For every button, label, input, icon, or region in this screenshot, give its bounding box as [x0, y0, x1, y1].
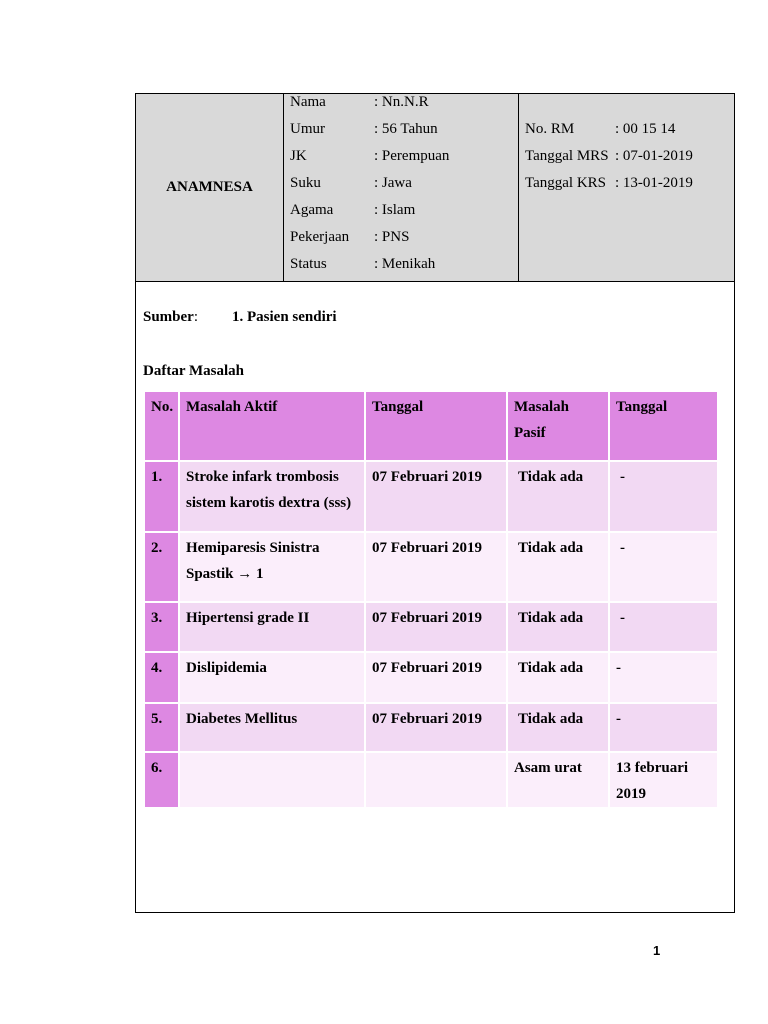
- source-label: Sumber: [143, 309, 194, 325]
- source-colon: :: [193, 309, 199, 325]
- passive-date-cell: -: [609, 652, 718, 703]
- row-number: 5.: [144, 703, 179, 752]
- passive-date-cell: -: [609, 461, 718, 532]
- patient-field-label: Status: [290, 256, 327, 272]
- anamnesa-frame: [135, 93, 735, 913]
- row-number: 2.: [144, 532, 179, 602]
- patient-field-label: Suku: [290, 175, 321, 191]
- passive-problem-cell: Tidak ada: [507, 652, 609, 703]
- active-problem-cell: Diabetes Mellitus: [179, 703, 365, 752]
- row-number: 3.: [144, 602, 179, 652]
- passive-date-cell: -: [609, 602, 718, 652]
- active-problem-cell: Hemiparesis Sinistra Spastik → 1: [179, 532, 365, 602]
- table-row: [144, 652, 718, 703]
- patient-field-value: : Islam: [374, 202, 416, 218]
- column-header-passive-date: Tanggal: [609, 391, 718, 461]
- anamnesa-title: ANAMNESA: [136, 94, 284, 281]
- record-field-value: : 07-01-2019: [615, 148, 693, 164]
- passive-problem-cell: Asam urat: [507, 752, 609, 808]
- page-number: 1: [653, 943, 661, 958]
- table-row: [144, 461, 718, 532]
- date-cell: 07 Februari 2019: [365, 461, 507, 532]
- column-header-date: Tanggal: [365, 391, 507, 461]
- anamnesa-header: [136, 94, 734, 282]
- active-problem-cell: Hipertensi grade II: [179, 602, 365, 652]
- record-field-label: Tanggal MRS: [525, 148, 609, 164]
- patient-field-value: : Menikah: [374, 256, 436, 272]
- patient-field-value: : Perempuan: [374, 148, 450, 164]
- record-field-value: : 00 15 14: [615, 121, 676, 137]
- column-header-passive-problem: Masalah Pasif: [507, 391, 609, 461]
- passive-date-cell: 13 februari 2019: [609, 752, 718, 808]
- passive-date-cell: -: [609, 703, 718, 752]
- problem-list-table: [143, 390, 719, 809]
- patient-field-value: : Jawa: [374, 175, 412, 191]
- active-problem-cell: [179, 752, 365, 808]
- date-cell: 07 Februari 2019: [365, 532, 507, 602]
- source-line: [143, 309, 337, 326]
- record-field-label: Tanggal KRS: [525, 175, 607, 191]
- table-row: [144, 602, 718, 652]
- row-number: 6.: [144, 752, 179, 808]
- row-number: 1.: [144, 461, 179, 532]
- date-cell: [365, 752, 507, 808]
- patient-field-label: Pekerjaan: [290, 229, 350, 245]
- active-problem-cell: Stroke infark trombosis sistem karotis dextra (sss): [179, 461, 365, 532]
- table-row: [144, 532, 718, 602]
- patient-field-label: Nama: [290, 94, 326, 110]
- passive-problem-cell: Tidak ada: [507, 532, 609, 602]
- passive-problem-cell: Tidak ada: [507, 703, 609, 752]
- patient-field-label: Umur: [290, 121, 325, 137]
- table-row: [144, 752, 718, 808]
- patient-field-value: : Nn.N.R: [374, 94, 429, 110]
- active-problem-cell: Dislipidemia: [179, 652, 365, 703]
- patient-field-label: JK: [290, 148, 307, 164]
- passive-problem-cell: Tidak ada: [507, 602, 609, 652]
- patient-field-value: : 56 Tahun: [374, 121, 438, 137]
- table-header-row: [144, 391, 718, 461]
- passive-date-cell: -: [609, 532, 718, 602]
- medical-record-info: [519, 94, 734, 281]
- column-header-no: No.: [144, 391, 179, 461]
- record-field-label: No. RM: [525, 121, 575, 137]
- patient-identity: [284, 94, 519, 281]
- date-cell: 07 Februari 2019: [365, 703, 507, 752]
- date-cell: 07 Februari 2019: [365, 602, 507, 652]
- date-cell: 07 Februari 2019: [365, 652, 507, 703]
- patient-field-value: : PNS: [374, 229, 410, 245]
- passive-problem-cell: Tidak ada: [507, 461, 609, 532]
- problem-list-title: Daftar Masalah: [143, 363, 244, 379]
- column-header-active-problem: Masalah Aktif: [179, 391, 365, 461]
- table-row: [144, 703, 718, 752]
- row-number: 4.: [144, 652, 179, 703]
- record-field-value: : 13-01-2019: [615, 175, 693, 191]
- source-value: 1. Pasien sendiri: [232, 309, 337, 325]
- patient-field-label: Agama: [290, 202, 334, 218]
